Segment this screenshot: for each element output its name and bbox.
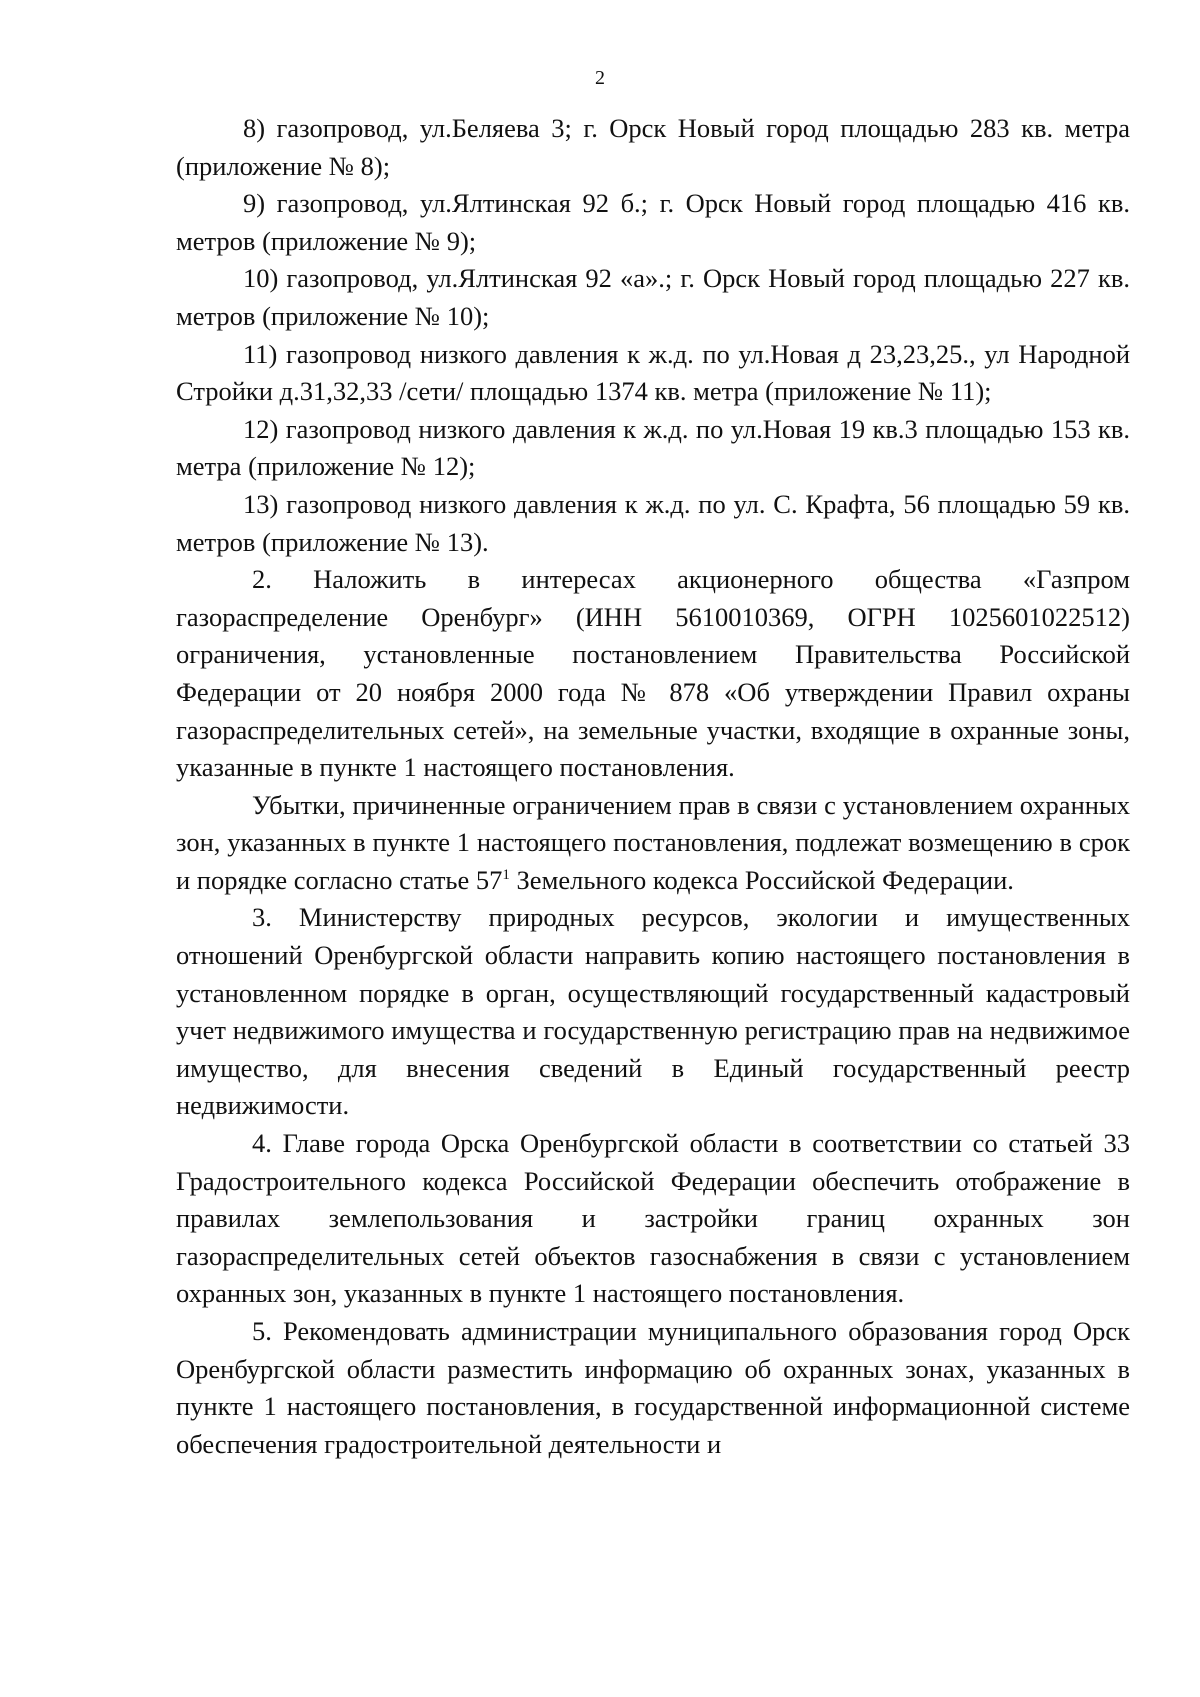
page-number: 2 xyxy=(595,67,605,89)
losses-text-before: Убытки, причиненные ограничением прав в связи с установлением охранных зон, указанных в пункте 1 настоящего постановления, подлежат возмещению в срок и порядке согласно статье 57 xyxy=(176,789,1130,895)
list-item-9: 9) газопровод, ул.Ялтинская 92 б.; г. Орск Новый город площадью 416 кв. метров (приложение № 9); xyxy=(176,188,1130,256)
paragraph-3: 3. Министерству природных ресурсов, экологии и имущественных отношений Оренбургской области направить копию настоящего постановления в установленном порядке в орган, осуществляющий государственный кадастровый учет недвижимого имущества и государственную регистрацию прав на недвижимое имущество, для внесения сведений в Единый государственный реестр недвижимости. xyxy=(176,902,1130,1121)
paragraph-losses xyxy=(176,787,1130,900)
paragraph-5: 5. Рекомендовать администрации муниципального образования город Орск Оренбургской области разместить информацию об охранных зонах, указанных в пункте 1 настоящего постановления, в государственной информационной системе обеспечения градостроительной деятельности и xyxy=(176,1316,1130,1459)
list-item-11: 11) газопровод низкого давления к ж.д. по ул.Новая д 23,23,25., ул Народной Стройки д.31,32,33 /сети/ площадью 1374 кв. метра (приложение № 11); xyxy=(176,338,1130,407)
list-item-13: 13) газопровод низкого давления к ж.д. по ул. С. Крафта, 56 площадью 59 кв. метров (приложение № 13). xyxy=(176,488,1130,557)
paragraph-2: 2. Наложить в интересах акционерного общества «Газпром газораспределение Оренбург» (ИНН 5610010369, ОГРН 1025601022512) ограничения, установленные постановлением Правительства Российской Федерации от 20 ноября 2000 года № 878 «Об утверждении Правил охраны газораспределительных сетей», на земельные участки, входящие в охранные зоны, указанные в пункте 1 настоящего постановления. xyxy=(176,564,1130,783)
article-superscript: 1 xyxy=(502,867,510,884)
list-item-10: 10) газопровод, ул.Ялтинская 92 «а».; г. Орск Новый город площадью 227 кв. метров (приложение № 10); xyxy=(176,263,1130,331)
losses-text-after: Земельного кодекса Российской Федерации. xyxy=(509,864,1014,895)
paragraph-4: 4. Главе города Орска Оренбургской области в соответствии со статьей 33 Градостроительного кодекса Российской Федерации обеспечить отображение в правилах землепользования и застройки границ охранных зон газораспределительных сетей объектов газоснабжения в связи с установлением охранных зон, указанных в пункте 1 настоящего постановления. xyxy=(176,1128,1130,1309)
list-item-8: 8) газопровод, ул.Беляева 3; г. Орск Новый город площадью 283 кв. метра (приложение № 8); xyxy=(176,113,1130,181)
document-body xyxy=(176,110,1130,1463)
list-item-12: 12) газопровод низкого давления к ж.д. по ул.Новая 19 кв.3 площадью 153 кв. метра (приложение № 12); xyxy=(176,413,1130,482)
